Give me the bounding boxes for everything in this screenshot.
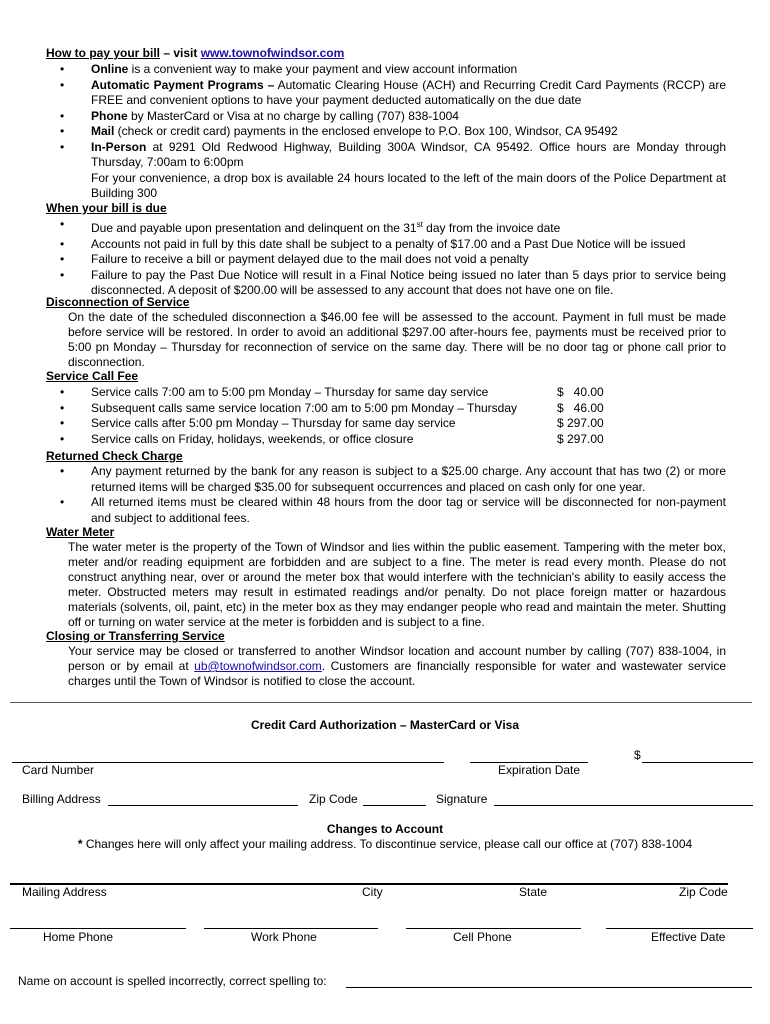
closing-heading: Closing or Transferring Service bbox=[46, 629, 225, 643]
changes-title: Changes to Account bbox=[326, 822, 444, 836]
mailing-address-label: Mailing Address bbox=[22, 885, 107, 899]
list-item: • Subsequent calls same service location 7:00 am to 5:00 pm Monday – Thursday $ 46.00 bbox=[60, 401, 726, 417]
when-due-heading: When your bill is due bbox=[46, 201, 167, 215]
due-list bbox=[60, 217, 726, 299]
list-item: • Due and payable upon presentation and delinquent on the 31st day from the invoice date bbox=[60, 217, 726, 237]
how-to-pay-heading: How to pay your bill bbox=[46, 46, 161, 60]
state-label: State bbox=[519, 885, 548, 899]
email-link[interactable]: ub@townofwindsor.com bbox=[194, 659, 322, 673]
fee-amount: $ 297.00 bbox=[557, 431, 604, 446]
zip-code-label: Zip Code bbox=[679, 885, 728, 899]
card-number-label: Card Number bbox=[22, 763, 95, 777]
effective-date-label: Effective Date bbox=[651, 930, 726, 944]
list-item: • All returned items must be cleared within 48 hours from the door tag or service will be disconnected for non-payment and subject to additional fees. bbox=[60, 495, 726, 526]
list-item: • Failure to pay the Past Due Notice will result in a Final Notice being issued no later than 5 days prior to service being disconnected. A deposit of $200.00 will be assessed to any account that does not have one on file. bbox=[60, 268, 726, 299]
correct-spelling-field[interactable] bbox=[346, 987, 752, 988]
billing-address-label: Billing Address bbox=[22, 792, 101, 806]
closing-text: Your service may be closed or transferred to another Windsor location and account number by calling (707) 838-1004, in person or by email at ub@townofwindsor.com. Customers are financially responsible for water and wastewater service charges until the Town of Windsor is notified to close the account. bbox=[68, 644, 726, 688]
list-item: • Accounts not paid in full by this date shall be subject to a penalty of $17.00 and a Past Due Notice will be issued bbox=[60, 237, 726, 253]
section-divider bbox=[10, 702, 752, 703]
list-item: • Any payment returned by the bank for any reason is subject to a $25.00 charge. Any account that has two (2) or more returned items will be charged $35.00 for subsequent occurrences and placed on cash only for one year. bbox=[60, 464, 726, 495]
returned-check-heading: Returned Check Charge bbox=[46, 449, 183, 463]
payment-methods-list bbox=[60, 62, 726, 171]
signature-label: Signature bbox=[436, 792, 488, 806]
returned-check-list bbox=[60, 464, 726, 526]
billing-address-field[interactable] bbox=[108, 805, 298, 806]
city-label: City bbox=[362, 885, 383, 899]
cell-phone-label: Cell Phone bbox=[453, 930, 512, 944]
website-link[interactable]: www.townofwindsor.com bbox=[200, 46, 345, 60]
home-phone-label: Home Phone bbox=[43, 930, 114, 944]
fee-amount: $ 40.00 bbox=[557, 385, 604, 399]
list-item: • Service calls 7:00 am to 5:00 pm Monday – Thursday for same day service $ 40.00 bbox=[60, 385, 726, 401]
list-item: • Online is a convenient way to make your payment and view account information bbox=[60, 62, 726, 78]
service-call-heading: Service Call Fee bbox=[46, 369, 139, 383]
fee-amount: $ 297.00 bbox=[557, 416, 604, 430]
home-phone-field[interactable] bbox=[10, 928, 186, 929]
zip-code-label: Zip Code bbox=[309, 792, 358, 806]
drop-box-note: For your convenience, a drop box is available 24 hours located to the left of the main doors of the Police Department at Building 300 bbox=[91, 171, 726, 200]
visit-text: – visit bbox=[160, 46, 201, 60]
work-phone-field[interactable] bbox=[204, 928, 378, 929]
work-phone-label: Work Phone bbox=[251, 930, 317, 944]
water-meter-text: The water meter is the property of the Town of Windsor and lies within the public easement. Tampering with the meter box, meter and/or reading equipment are forbidden and are subject to a fine. The meter is read every month. Please do not construct anything near, over or around the meter box that would interfere with the technician's ability to easily access the meter. Obstructed meters may result in estimated readings and/or penalty. Do not place foreign matter or hazardous materials (solvents, oil, paint, etc) in the meter box as they may endanger people who read and maintain the meter. Shutting off or turning on water service at the meter is forbidden and is subject to a fine. bbox=[68, 540, 726, 629]
signature-field[interactable] bbox=[494, 805, 753, 806]
expiration-date-label: Expiration Date bbox=[498, 763, 581, 777]
list-item: • Service calls after 5:00 pm Monday – Thursday for same day service $ 297.00 bbox=[60, 416, 726, 432]
changes-note: * Changes here will only affect your mailing address. To discontinue service, please call our office at (707) 838-1004 bbox=[77, 837, 693, 851]
dollar-sign: $ bbox=[634, 748, 641, 762]
cell-phone-field[interactable] bbox=[406, 928, 581, 929]
service-call-list bbox=[60, 385, 726, 447]
list-item: • Mail (check or credit card) payments in the enclosed envelope to P.O. Box 100, Windsor, CA 95492 bbox=[60, 124, 726, 140]
name-spelling-label: Name on account is spelled incorrectly, correct spelling to: bbox=[18, 974, 327, 988]
list-item: • Automatic Payment Programs – Automatic Clearing House (ACH) and Recurring Credit Card Payments (RCCP) are FREE and convenient options to have your payment deducted automatically on the due date bbox=[60, 78, 726, 109]
list-item: • Failure to receive a bill or payment delayed due to the mail does not void a penalty bbox=[60, 252, 726, 268]
water-meter-heading: Water Meter bbox=[46, 525, 115, 539]
how-to-pay-heading-line bbox=[46, 46, 344, 61]
amount-field[interactable] bbox=[642, 762, 753, 763]
disconnection-text: On the date of the scheduled disconnection a $46.00 fee will be assessed to the account. Payment in full must be made before service will be restored. In order to avoid an additional $297.00 after-hours fee, payments must be received prior to 5:00 pn Monday – Thursday for reconnection of service on the same day. There will be no door tag or phone call prior to disconnection. bbox=[68, 310, 726, 369]
list-item: • Service calls on Friday, holidays, weekends, or office closure $ 297.00 bbox=[60, 432, 726, 448]
list-item: • Phone by MasterCard or Visa at no charge by calling (707) 838-1004 bbox=[60, 109, 726, 125]
disconnection-heading: Disconnection of Service bbox=[46, 295, 190, 309]
fee-amount: $ 46.00 bbox=[557, 400, 604, 415]
zip-code-field[interactable] bbox=[363, 805, 426, 806]
credit-card-title: Credit Card Authorization – MasterCard or Visa bbox=[250, 718, 520, 732]
list-item: • In-Person at 9291 Old Redwood Highway, Building 300A Windsor, CA 95492. Office hours are Monday through Thursday, 7:00am to 6:00pm bbox=[60, 140, 726, 171]
effective-date-field[interactable] bbox=[606, 928, 753, 929]
